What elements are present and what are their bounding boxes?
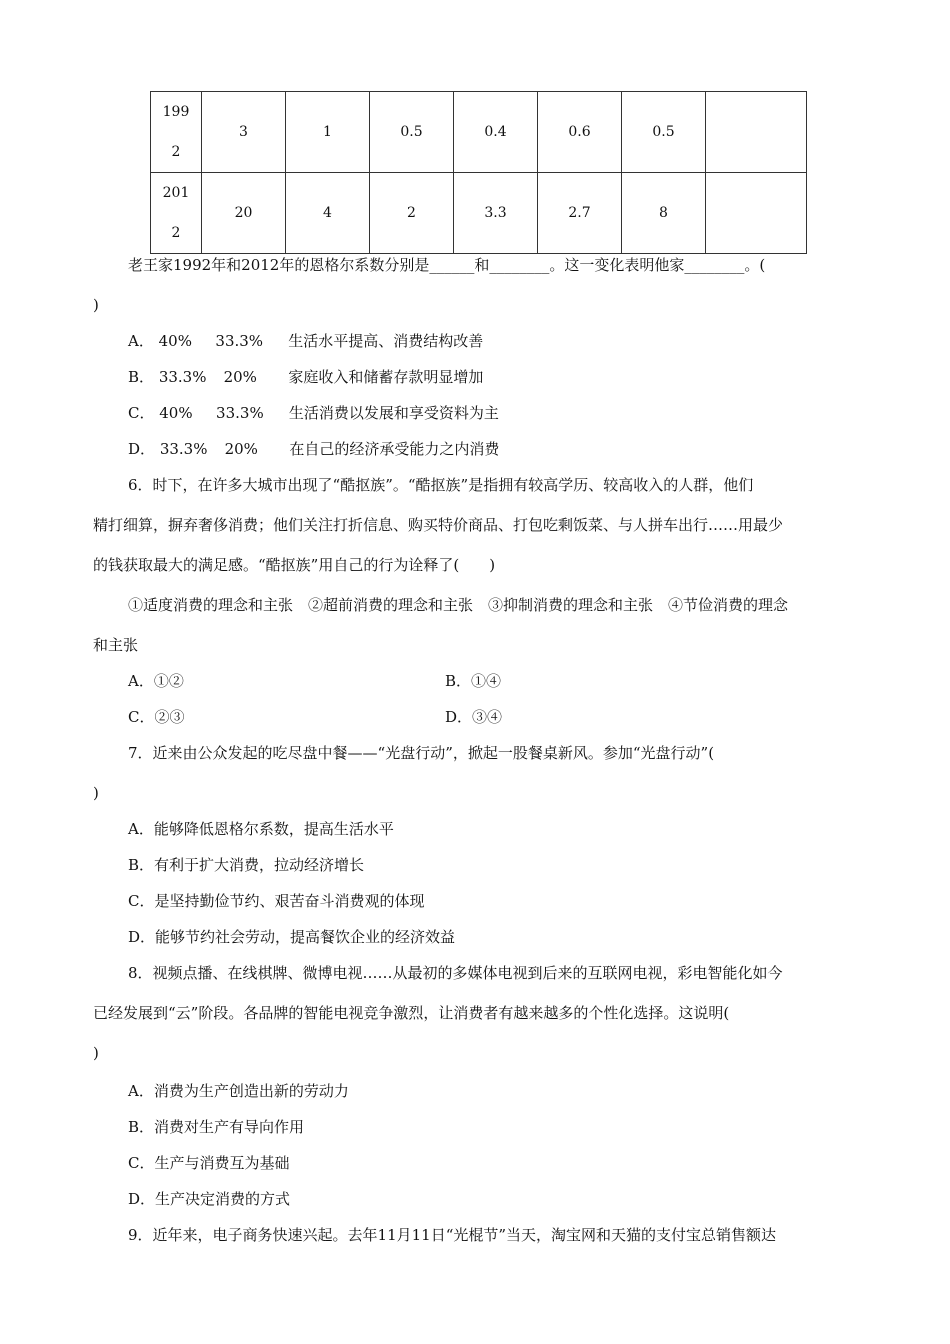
q6-stem: 6．时下，在许多大城市出现了“酷抠族”。“酷抠族”是指拥有较高学历、较高收入的人群，他们 [128,476,754,494]
q6-option-c[interactable]: C．②③ [128,708,185,726]
table-cell: 2 [370,173,454,254]
q6-stem-cont: 的钱获取最大的满足感。“酷抠族”用自己的行为诠释了( ) [93,556,496,574]
table-cell: 0.5 [370,92,454,173]
q8-stem-cont: ) [93,1044,99,1062]
q8-option-d[interactable]: D．生产决定消费的方式 [128,1190,291,1208]
table-cell: 20 [202,173,286,254]
table-cell: 0.4 [454,92,538,173]
table-cell: 8 [622,173,706,254]
table-row [151,92,807,173]
q7-stem: 7．近来由公众发起的吃尽盘中餐——“光盘行动”，掀起一股餐桌新风。参加“光盘行动”( [128,744,715,762]
table-row [151,173,807,254]
q7-option-b[interactable]: B．有利于扩大消费，拉动经济增长 [128,856,365,874]
q7-option-a[interactable]: A．能够降低恩格尔系数，提高生活水平 [128,820,394,838]
q7-stem-cont: ) [93,784,99,802]
q5-option-a[interactable]: A． 40% 33.3% 生活水平提高、消费结构改善 [128,332,484,350]
year-cell: 201 2 [151,173,202,254]
q5-option-c[interactable]: C． 40% 33.3% 生活消费以发展和享受资料为主 [128,404,499,422]
q6-option-b[interactable]: B．①④ [445,672,502,690]
table-cell: 3 [202,92,286,173]
q5-stem: 老王家1992年和2012年的恩格尔系数分别是______和________。这一变化表明他家________。( [128,256,766,274]
table-cell: 2.7 [538,173,622,254]
table-cell: 4 [286,173,370,254]
table-cell: 0.6 [538,92,622,173]
table-cell: 0.5 [622,92,706,173]
table-cell [706,173,807,254]
q5-stem-cont: ) [93,296,99,314]
q5-option-b[interactable]: B． 33.3% 20% 家庭收入和储蓄存款明显增加 [128,368,484,386]
q6-option-a[interactable]: A．①② [128,672,184,690]
q7-option-d[interactable]: D．能够节约社会劳动，提高餐饮企业的经济效益 [128,928,456,946]
q6-choices: ①适度消费的理念和主张 ②超前消费的理念和主张 ③抑制消费的理念和主张 ④节俭消费的理念 [128,596,789,614]
table-cell: 3.3 [454,173,538,254]
q8-stem: 8．视频点播、在线棋牌、微博电视……从最初的多媒体电视到后来的互联网电视，彩电智能化如今 [128,964,783,982]
table-cell: 1 [286,92,370,173]
q9-stem: 9．近年来，电子商务快速兴起。去年11月11日“光棍节”当天，淘宝网和天猫的支付宝总销售额达 [128,1226,777,1244]
q5-option-d[interactable]: D． 33.3% 20% 在自己的经济承受能力之内消费 [128,440,500,458]
year-cell: 199 2 [151,92,202,173]
q6-stem-cont: 精打细算，摒弃奢侈消费；他们关注打折信息、购买特价商品、打包吃剩饭菜、与人拼车出行……用最少 [93,516,784,534]
table-cell [706,92,807,173]
q7-option-c[interactable]: C．是坚持勤俭节约、艰苦奋斗消费观的体现 [128,892,425,910]
q8-option-b[interactable]: B．消费对生产有导向作用 [128,1118,305,1136]
consumption-table [150,91,807,254]
q8-option-c[interactable]: C．生产与消费互为基础 [128,1154,290,1172]
q6-option-d[interactable]: D．③④ [445,708,503,726]
q8-stem-cont: 已经发展到“云”阶段。各品牌的智能电视竞争激烈，让消费者有越来越多的个性化选择。这说明( [93,1004,730,1022]
q6-choices-cont: 和主张 [93,636,139,654]
q8-option-a[interactable]: A．消费为生产创造出新的劳动力 [128,1082,349,1100]
